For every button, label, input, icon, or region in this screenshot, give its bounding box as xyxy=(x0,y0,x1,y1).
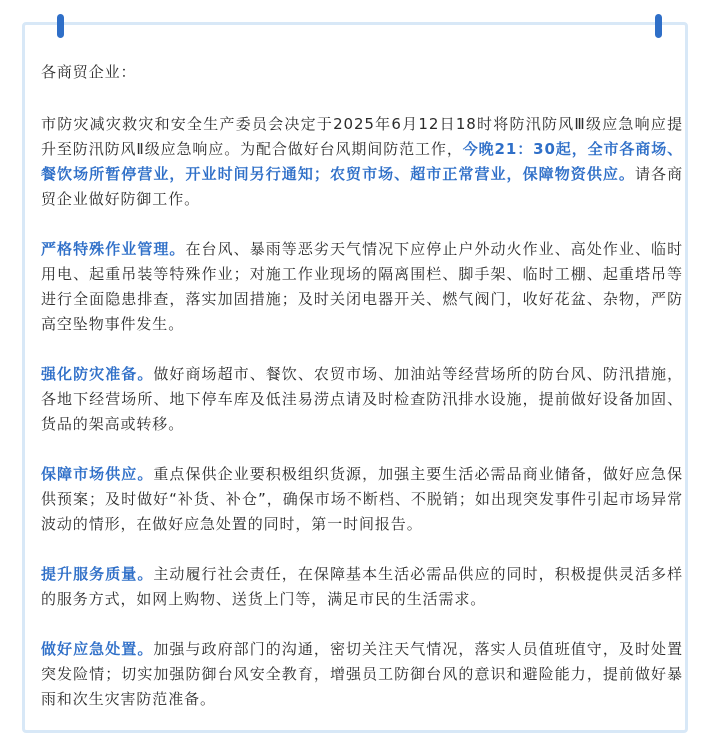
section-paragraph-disaster-prep xyxy=(41,362,683,437)
intro-highlight: 今晚21：30起，全市各商场、餐饮场所暂停营业，开业时间另行通知；农贸市场、超市正常营业，保障物资供应。 xyxy=(41,140,684,183)
intro-closing: 请各商贸企业做好防御工作。 xyxy=(41,165,683,208)
section-paragraph-service-quality xyxy=(41,562,683,612)
section-heading: 保障市场供应。 xyxy=(41,465,154,483)
section-body: 加强与政府部门的沟通，密切关注天气情况，落实人员值班值守，及时处置突发险情；切实加强防御台风安全教育，增强员工防御台风的意识和避险能力，提前做好暴雨和次生灾害防范准备。 xyxy=(41,640,683,708)
section-body: 在台风、暴雨等恶劣天气情况下应停止户外动火作业、高处作业、临时用电、起重吊装等特殊作业；对施工作业现场的隔离围栏、脚手架、临时工棚、起重塔吊等进行全面隐患排查，落实加固措施；及时关闭电器开关、燃气阀门，收好花盆、杂物，严防高空坠物事件发生。 xyxy=(41,240,683,333)
section-heading: 严格特殊作业管理。 xyxy=(41,240,186,258)
intro-text: 市防灾减灾救灾和安全生产委员会决定于2025年6月12日18时将防汛防风Ⅲ级应急响应提升至防汛防风Ⅱ级应急响应。为配合做好台风期间防范工作， xyxy=(41,115,683,158)
intro-paragraph xyxy=(41,112,683,212)
section-body: 重点保供企业要积极组织货源，加强主要生活必需品商业储备，做好应急保供预案；及时做好“补货、补仓”，确保市场不断档、不脱销；如出现突发事件引起市场异常波动的情形，在做好应急处置的同时，第一时间报告。 xyxy=(41,465,683,533)
section-paragraph-emergency-handling xyxy=(41,637,683,712)
right-pin-marker xyxy=(655,14,662,38)
section-heading: 强化防灾准备。 xyxy=(41,365,154,383)
section-heading: 提升服务质量。 xyxy=(41,565,154,583)
section-heading: 做好应急处置。 xyxy=(41,640,154,658)
section-body: 主动履行社会责任，在保障基本生活必需品供应的同时，积极提供灵活多样的服务方式，如网上购物、送货上门等，满足市民的生活需求。 xyxy=(41,565,683,608)
salutation: 各商贸企业： xyxy=(41,63,137,81)
section-paragraph-market-supply xyxy=(41,462,683,537)
section-body: 做好商场超市、餐饮、农贸市场、加油站等经营场所的防台风、防汛措施，各地下经营场所、地下停车库及低洼易涝点请及时检查防汛排水设施，提前做好设备加固、货品的架高或转移。 xyxy=(41,365,683,433)
notice-content xyxy=(41,60,683,737)
left-pin-marker xyxy=(57,14,64,38)
section-paragraph-work-management xyxy=(41,237,683,337)
